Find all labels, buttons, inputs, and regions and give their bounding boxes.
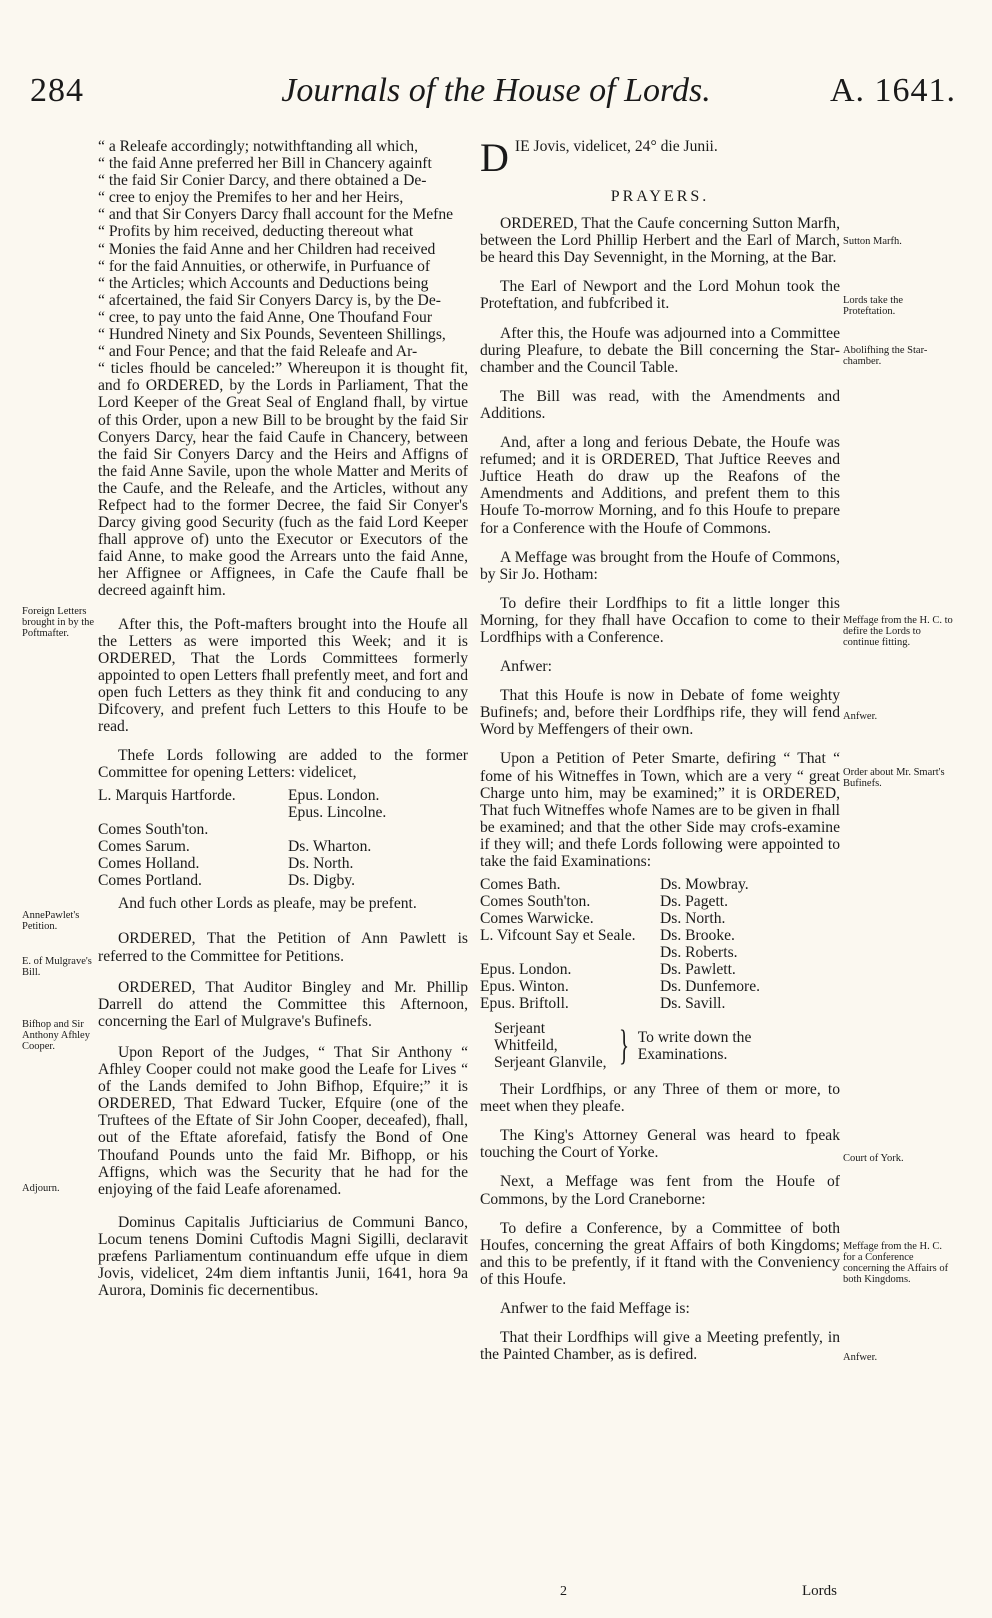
conference-request-paragraph: To defire a Conference, by a Committee of both Houfes, concerning the great Affairs of both Kingdoms; and this to be prefently, if it ftand with the Conveniency of this Houfe. (480, 1219, 840, 1288)
debate-paragraph: And, after a long and ferious Debate, the Houfe was refumed; and it is ORDERED, That Juftice Reeves and Juftice Heath do draw up the Reafons of the Amendments and Additions, and prefent them to this Houfe To-morrow Morning, and fo this Houfe to prepare for a Conference with the Houfe of Commons. (480, 434, 840, 537)
post-masters-paragraph: After this, the Poft-mafters brought into the Houfe all the Letters as were imported this Week; and it is ORDERED, That the Lords Committees formerly appointed to open Letters fhall prefently meet, and fort and open fuch Letters as they think fit and conducing to any Difcovery, and prefent fuch Letters to this Houfe to be read. (98, 615, 468, 736)
dateline-text: IE Jovis, videlicet, 24° die Junii. (514, 138, 718, 155)
margin-note-york: Court of York. (843, 1153, 904, 1164)
adjournment-paragraph: Dominus Capitalis Jufticiarius de Communi Banco, Locum tenens Domini Cuftodis Magni Sigilli, declaravit præfens Parliamentum continuandum effe ufque in diem Jovis, videlicet, 24m diem inftantis Junii, 1641, hora 9a Aurora, Dominis fic decernentibus. (98, 1213, 468, 1300)
protestation-paragraph: The Earl of Newport and the Lord Mohun took the Proteftation, and fubfcribed it. (480, 278, 840, 313)
lord-name: Ds. Digby. (288, 872, 355, 890)
lord-name: Epus. Lincolne. (288, 804, 387, 822)
margin-note-sutton-marsh: Sutton Marfh. (843, 236, 902, 247)
page-header (0, 72, 992, 122)
quoted-line: “ cree to enjoy the Premifes to her and her Heirs, (98, 189, 404, 207)
lords-committee-list (98, 787, 468, 889)
darcy-decree-paragraph (98, 138, 468, 600)
margin-note-star-chamber: Abolifhing the Star-chamber. (843, 345, 928, 367)
examiner-name: L. Vifcount Say et Seale. (480, 927, 636, 945)
examiner-name: Comes Bath. (480, 876, 561, 894)
pawlett-petition-paragraph: ORDERED, That the Petition of Ann Pawlett is referred to the Committee for Petitions. (98, 930, 468, 965)
quoted-line: “ afcertained, the faid Sir Conyers Darcy is, by the De- (98, 291, 441, 309)
title-word: House (493, 72, 581, 109)
signature-mark: 2 (560, 1584, 567, 1599)
margin-note-continue-sitting: Meffage from the H. C. to defire the Lords to continue fitting. (843, 615, 953, 648)
margin-note-foreign-letters: Foreign Letters brought in by the Poftmafter. (22, 606, 95, 639)
margin-note-bishop-cooper: Bifhop and Sir Anthony Afhley Cooper. (22, 1019, 90, 1052)
quoted-line: “ the Articles; which Accounts and Deductions being (98, 274, 429, 292)
serjeants-block (494, 1020, 840, 1071)
right-column (480, 138, 840, 1375)
examiner-name: Ds. Savill. (660, 995, 726, 1013)
examiner-name: Ds. Pawlett. (660, 961, 736, 979)
order-text: Whereupon it is thought fit, and fo ORDERED, by the Lords in Parliament, That the Lord Keeper of the Great Seal of England fhall, by virtue of this Order, upon a new Bill to be brought by the faid Sir Conyers Darcy, hear the faid Caufe in Chancery, between the faid Sir Conyers Darcy and the Heirs and Affigns of the faid Anne Savile, upon the whole Matter and Merits of the Caufe, and the Releafe, and the Articles, without any Refpect had to the former Decree, the faid Sir Conyer's Darcy giving good Security (fuch as the faid Lord Keeper fhall approve of) unto the Executor or Executors of the faid Anne, to make good the Arrears unto the faid Anne, her Affignee or Affignees, in Cafe the Caufe fhall be decreed againft him. (98, 360, 468, 600)
dateline (480, 138, 840, 176)
title-word: Journals (281, 72, 401, 109)
right-brace-icon: } (618, 1022, 629, 1069)
examiner-name: Ds. Roberts. (660, 944, 738, 962)
examiner-name: Comes South'ton. (480, 893, 591, 911)
margin-note-mulgrave: E. of Mulgrave's Bill. (22, 956, 92, 978)
answer-paragraph: That this Houfe is now in Debate of fome weighty Bufinefs; and, before their Lordfhips rife, they will fend Word by Meffengers of their own. (480, 687, 840, 739)
sit-longer-paragraph: To defire their Lordfhips to fit a little longer this Morning, for they fhall have Occafion to come to their Lordfhips with a Conference. (480, 594, 840, 646)
serjeant-names (494, 1020, 610, 1071)
lord-name: Epus. London. (288, 787, 380, 805)
examiner-name: Ds. Pagett. (660, 893, 729, 911)
title-word: Lords. (624, 72, 711, 109)
examiner-name (480, 944, 660, 961)
quoted-line: “ and that Sir Conyers Darcy fhall account for the Mefne (98, 206, 454, 224)
serjeant-name: Serjeant Glanvile, (494, 1054, 607, 1072)
examiner-name: Epus. Winton. (480, 978, 569, 996)
craneborne-message-paragraph: Next, a Meffage was fent from the Houfe of Commons, by the Lord Craneborne: (480, 1173, 840, 1208)
quoted-line: “ Monies the faid Anne and her Children had received (98, 240, 436, 258)
examiner-name: Epus. Briftoll. (480, 995, 569, 1013)
quoted-line: “ ticles fhould be canceled:” (98, 360, 283, 378)
cooper-report-paragraph: Upon Report of the Judges, “ That Sir Anthony “ Afhley Cooper could not make good the Leafe for Lives “ of the Lands demifed to John Bifhop, Efquire;” it is ORDERED, That Edward Tucker, Efquire (one of the Truftees of the Eftate of Sir John Cooper, deceafed), fhall, out of the Eftate aforefaid, fatisfy the Bond of One Thoufand Pounds unto the faid Mr. Bifhopp, or his Affigns, which was the Security that he had for the enjoying of the faid Leafe aforenamed. (98, 1043, 468, 1198)
quoted-line: “ Profits by him received, deducting thereout what (98, 223, 414, 241)
examiner-name: Ds. Dunfemore. (660, 978, 761, 996)
lord-name: Comes Sarum. (98, 838, 190, 856)
title-word: of (589, 72, 616, 109)
committee-additions-paragraph: Thefe Lords following are added to the former Committee for opening Letters: videlicet, (98, 747, 468, 782)
margin-note-protestation: Lords take the Proteftation. (843, 295, 904, 317)
left-column (98, 138, 468, 1311)
serjeants-task: To write down the Examinations. (637, 1028, 752, 1063)
lord-name: Comes Holland. (98, 855, 200, 873)
lord-name: Comes Portland. (98, 872, 202, 890)
examiner-name: Ds. Brooke. (660, 927, 735, 945)
margin-note-pawlett: AnnePawlet's Petition. (22, 910, 80, 932)
page-number: 284 (30, 72, 84, 109)
serjeant-name: Serjeant Whitfeild, (494, 1020, 558, 1055)
quoted-line: “ and Four Pence; and that the faid Releafe and Ar- (98, 343, 418, 361)
quoted-line: “ cree, to pay unto the faid Anne, One Thoufand Four (98, 308, 433, 326)
prayers-heading: PRAYERS. (610, 188, 710, 205)
lord-name: Ds. North. (288, 855, 354, 873)
painted-chamber-paragraph: That their Lordfhips will give a Meeting prefently, in the Painted Chamber, as is defired. (480, 1329, 840, 1364)
quoted-line: “ the faid Anne preferred her Bill in Chancery againft (98, 155, 432, 173)
catchword: Lords (802, 1583, 837, 1599)
examiner-name: Ds. Mowbray. (660, 876, 749, 894)
lord-name: Ds. Wharton. (288, 838, 372, 856)
drop-cap: D (480, 138, 509, 176)
quorum-paragraph: Their Lordfhips, or any Three of them or more, to meet when they pleafe. (480, 1081, 840, 1116)
quoted-line: “ a Releafe accordingly; notwithftanding all which, (98, 138, 418, 155)
lord-name (98, 804, 288, 821)
margin-note-answer-2: Anfwer. (843, 1352, 878, 1363)
quoted-line: “ for the faid Annuities, or otherwife, in Purfuance of (98, 257, 431, 275)
lord-name: Comes South'ton. (98, 821, 209, 839)
examiner-name: Ds. North. (660, 910, 726, 928)
bill-read-paragraph: The Bill was read, with the Amendments and Additions. (480, 387, 840, 422)
page-year: A. 1641. (829, 72, 956, 109)
lord-name: L. Marquis Hartforde. (98, 787, 236, 805)
margin-note-answer: Anfwer. (843, 711, 878, 722)
margin-note-adjourn: Adjourn. (22, 1183, 60, 1194)
examiners-list (480, 876, 840, 1012)
examiner-name: Epus. London. (480, 961, 572, 979)
attorney-general-paragraph: The King's Attorney General was heard to fpeak touching the Court of Yorke. (480, 1127, 840, 1162)
margin-note-smart: Order about Mr. Smart's Bufinefs. (843, 767, 945, 789)
mulgrave-paragraph: ORDERED, That Auditor Bingley and Mr. Phillip Darrell do attend the Committee this Afternoon, concerning the Earl of Mulgrave's Bufinefs. (98, 978, 468, 1030)
margin-note-conference: Meffage from the H. C. for a Conference concerning the Affairs of both Kingdoms. (843, 1241, 949, 1285)
other-lords-note: And fuch other Lords as pleafe, may be prefent. (118, 895, 417, 913)
sutton-marsh-paragraph: ORDERED, That the Caufe concerning Sutton Marfh, between the Lord Phillip Herbert and the Earl of March, be heard this Day Sevennight, in the Morning, at the Bar. (480, 215, 840, 267)
lord-name (288, 821, 458, 838)
answer-heading: Anfwer: (500, 658, 552, 676)
hotham-message-paragraph: A Meffage was brought from the Houfe of Commons, by Sir Jo. Hotham: (480, 548, 840, 583)
star-chamber-paragraph: After this, the Houfe was adjourned into a Committee during Pleafure, to debate the Bill concerning the Star-chamber and the Council Table. (480, 324, 840, 376)
examiner-name: Comes Warwicke. (480, 910, 594, 928)
answer-to-message-heading: Anfwer to the faid Meffage is: (500, 1300, 690, 1318)
quoted-line: “ Hundred Ninety and Six Pounds, Seventeen Shillings, (98, 326, 446, 344)
quoted-line: “ the faid Sir Conier Darcy, and there obtained a De- (98, 172, 427, 190)
smarte-petition-paragraph: Upon a Petition of Peter Smarte, defiring “ That “ fome of his Witneffes in Town, which are a very “ great Charge unto him, may be examined;” it is ORDERED, That fuch Witneffes whofe Names are to be given in fhall be examined; and that the other Side may crofs-examine if they will; and thefe Lords following were appointed to take the faid Examinations: (480, 750, 840, 870)
title-word: of the (408, 72, 486, 109)
